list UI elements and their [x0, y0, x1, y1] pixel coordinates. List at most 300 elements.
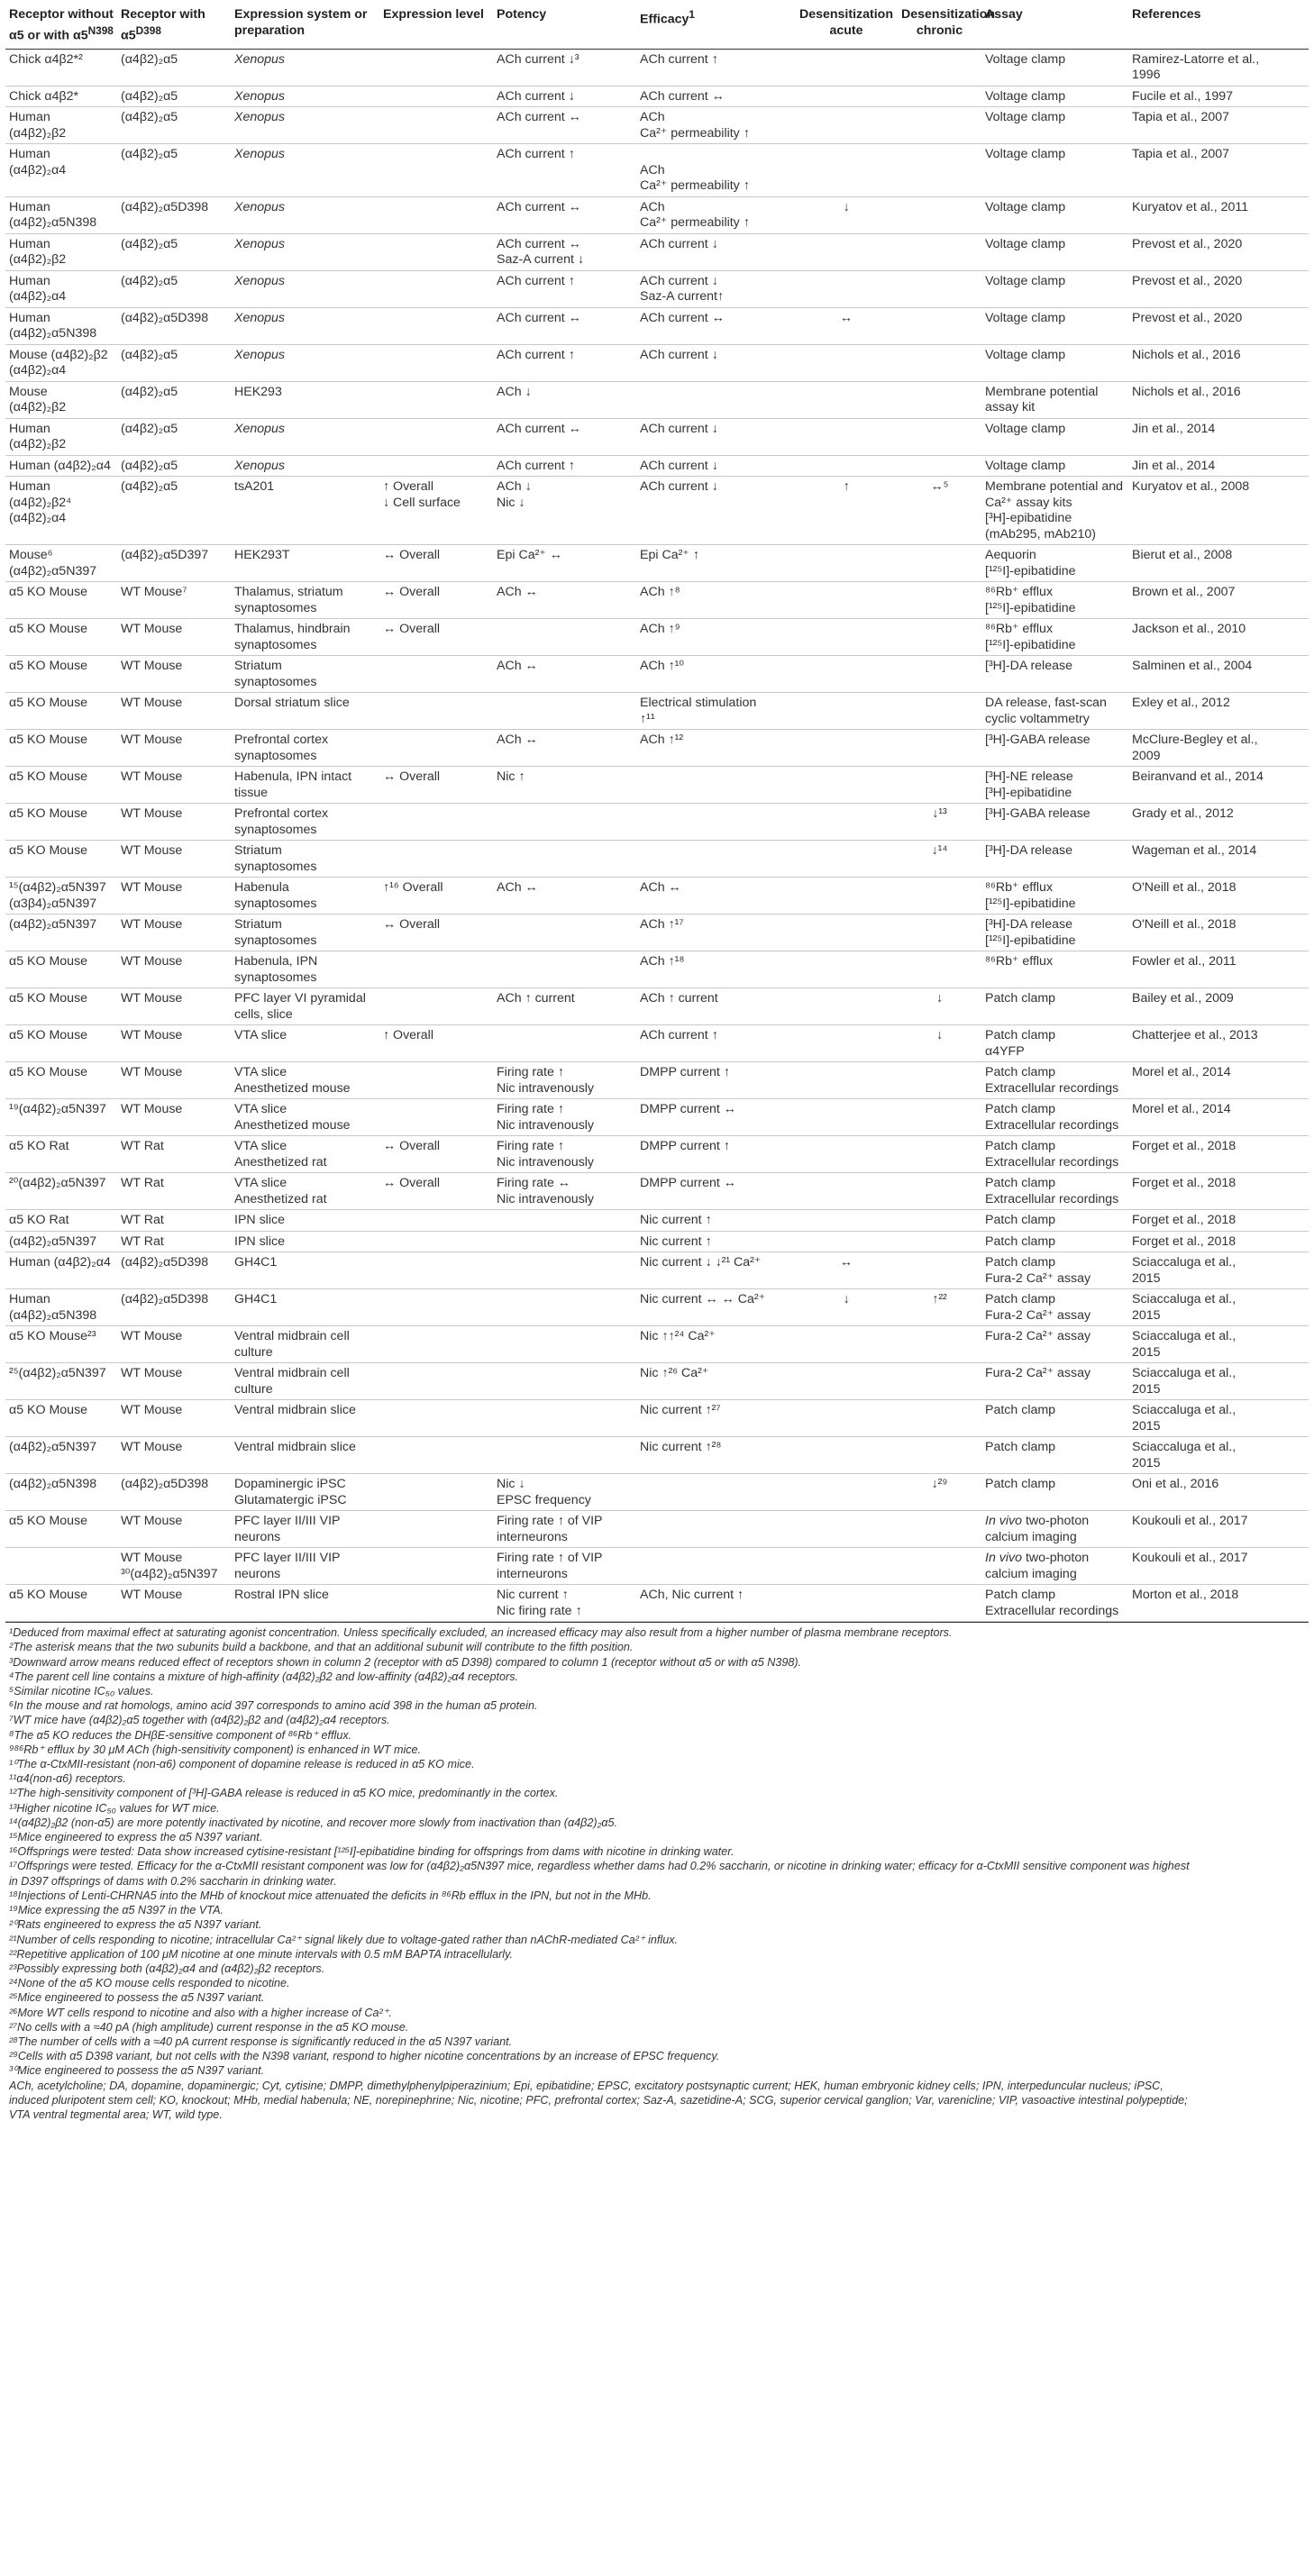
header-desens-chronic: Desensitization chronic	[898, 5, 981, 49]
table-row	[5, 270, 1309, 307]
efficacy-cell	[636, 1062, 795, 1099]
desens-chronic-cell	[898, 381, 981, 418]
expression-system-cell	[231, 841, 379, 878]
receptor-without-a5-text: (α4β2)₂α5N398	[9, 215, 97, 231]
desens-acute-cell	[795, 582, 898, 619]
receptor-without-a5-text: (α4β2)₂α5N397	[9, 563, 97, 578]
desens-acute-cell	[795, 1474, 898, 1511]
efficacy-text: ACh current ↓	[640, 347, 718, 362]
potency-cell	[493, 1474, 636, 1511]
expression-system-cell	[231, 233, 379, 270]
receptor-with-a5-cell	[117, 951, 231, 988]
receptor-without-a5-text: (α4β2)₂α5N397	[9, 1233, 97, 1249]
receptor-without-a5-cell	[5, 477, 117, 545]
potency-text: ACh current ↔	[497, 310, 581, 325]
footnote: ²¹Number of cells responding to nicotine; intracellular Ca²⁺ signal likely due to voltage-gated rather than nAChR-mediated Ca²⁺ influx.	[9, 1933, 678, 1946]
expression-level-cell	[379, 582, 493, 619]
expression-level-cell	[379, 144, 493, 197]
receptor-without-a5-cell	[5, 1326, 117, 1363]
expression-level-text: ↑¹⁶ Overall	[383, 880, 443, 896]
receptor-without-a5-cell	[5, 915, 117, 951]
receptor-with-a5-cell	[117, 1585, 231, 1622]
table-container	[5, 5, 1309, 2122]
expression-level-cell	[379, 1363, 493, 1400]
desens-acute-cell	[795, 693, 898, 730]
expression-system-cell	[231, 1062, 379, 1099]
efficacy-text: Ca²⁺ permeability ↑	[640, 215, 750, 231]
receptor-without-a5-text: α5 KO Rat	[9, 1213, 69, 1228]
potency-cell	[493, 1136, 636, 1173]
desens-chronic-text: ↓¹⁴	[931, 843, 948, 859]
expression-level-cell	[379, 545, 493, 582]
receptor-without-a5-cell	[5, 1363, 117, 1400]
desens-chronic-text: ↓	[935, 1028, 944, 1043]
assay-text: Extracellular recordings	[985, 1117, 1119, 1133]
potency-cell	[493, 1511, 636, 1548]
receptor-without-a5-text: (α4β2)₂α4	[9, 162, 67, 177]
receptor-with-a5-text: (α4β2)₂α5	[121, 421, 178, 436]
table-row	[5, 196, 1309, 233]
desens-chronic-cell	[898, 1062, 981, 1099]
potency-text: Nic current ↑	[497, 1588, 569, 1603]
header-references: References	[1128, 5, 1309, 49]
footnotes	[5, 1622, 1309, 2122]
table-row	[5, 841, 1309, 878]
reference-text: Koukouli et al., 2017	[1132, 1514, 1248, 1529]
expression-level-cell	[379, 841, 493, 878]
efficacy-text: ACh current ↔	[640, 88, 725, 104]
receptor-without-a5-cell	[5, 86, 117, 107]
expression-system-text: cells, slice	[234, 1006, 293, 1022]
assay-text: (mAb295, mAb210)	[985, 526, 1097, 542]
receptor-without-a5-cell	[5, 381, 117, 418]
reference-cell	[1128, 1252, 1309, 1289]
table-header-row	[5, 5, 1309, 49]
footnote: ¹⁸Injections of Lenti-CHRNA5 into the MHb of knockout mice attenuated the deficits in ⁸⁶Rb efflux in the IPN, but not in the MHb.	[9, 1889, 652, 1902]
expression-system-text: VTA slice	[234, 1139, 287, 1154]
assay-text: Voltage clamp	[985, 51, 1066, 67]
assay-text: Voltage clamp	[985, 421, 1066, 436]
receptor-with-a5-cell	[117, 233, 231, 270]
assay-cell	[981, 307, 1128, 344]
assay-cell	[981, 582, 1128, 619]
footnote: ¹²The high-sensitivity component of [³H]-GABA release is reduced in α5 KO mice, predominantly in the cortex.	[9, 1787, 559, 1800]
desens-chronic-cell	[898, 730, 981, 767]
receptor-with-a5-cell	[117, 656, 231, 693]
potency-text: Nic ↓	[497, 495, 525, 510]
efficacy-cell	[636, 582, 795, 619]
expression-level-text: ↔ Overall	[383, 548, 441, 563]
receptor-without-a5-cell	[5, 1210, 117, 1232]
assay-text: Aequorin	[985, 548, 1036, 563]
reference-text: Grady et al., 2012	[1132, 806, 1234, 822]
receptor-with-a5-text: (α4β2)₂α5	[121, 347, 178, 362]
expression-level-cell	[379, 1173, 493, 1210]
assay-cell	[981, 951, 1128, 988]
reference-text: Jackson et al., 2010	[1132, 622, 1246, 637]
expression-system-text: Thalamus, hindbrain	[234, 622, 351, 637]
receptor-with-a5-text: WT Mouse	[121, 696, 183, 711]
receptor-with-a5-cell	[117, 107, 231, 144]
assay-cell	[981, 915, 1128, 951]
receptor-without-a5-text: (α4β2)₂β2	[9, 437, 67, 452]
assay-text: Extracellular recordings	[985, 1080, 1119, 1096]
expression-system-text: PFC layer II/III VIP	[234, 1551, 341, 1566]
desens-chronic-cell	[898, 767, 981, 804]
assay-cell	[981, 1363, 1128, 1400]
assay-cell	[981, 233, 1128, 270]
desens-acute-cell	[795, 915, 898, 951]
expression-level-cell	[379, 107, 493, 144]
assay-text: Fura-2 Ca²⁺ assay	[985, 1307, 1091, 1323]
expression-system-cell	[231, 1548, 379, 1585]
receptor-with-a5-cell	[117, 915, 231, 951]
reference-cell	[1128, 951, 1309, 988]
reference-text: 2009	[1132, 748, 1161, 763]
potency-cell	[493, 730, 636, 767]
desens-chronic-cell	[898, 988, 981, 1025]
assay-cell	[981, 381, 1128, 418]
assay-text: Voltage clamp	[985, 199, 1066, 214]
assay-text: Voltage clamp	[985, 273, 1066, 288]
potency-cell	[493, 1400, 636, 1437]
desens-chronic-cell	[898, 1511, 981, 1548]
receptor-without-a5-cell	[5, 107, 117, 144]
expression-system-text: IPN slice	[234, 1213, 285, 1228]
potency-text: Nic firing rate ↑	[497, 1603, 582, 1618]
reference-cell	[1128, 1511, 1309, 1548]
expression-system-text: VTA slice	[234, 1176, 287, 1191]
assay-text: Fura-2 Ca²⁺ assay	[985, 1366, 1091, 1381]
expression-system-cell	[231, 344, 379, 381]
efficacy-cell	[636, 86, 795, 107]
efficacy-cell	[636, 107, 795, 144]
potency-cell	[493, 1231, 636, 1252]
table-row	[5, 619, 1309, 656]
reference-text: Prevost et al., 2020	[1132, 273, 1243, 288]
reference-cell	[1128, 582, 1309, 619]
efficacy-cell	[636, 1511, 795, 1548]
receptor-without-a5-text: α5 KO Mouse	[9, 991, 88, 1006]
expression-system-cell	[231, 582, 379, 619]
desens-acute-cell	[795, 619, 898, 656]
efficacy-text: Nic current ↑²⁸	[640, 1440, 722, 1455]
reference-text: 2015	[1132, 1455, 1161, 1470]
assay-cell	[981, 1437, 1128, 1474]
potency-text: Nic intravenously	[497, 1154, 595, 1170]
potency-text: Epi Ca²⁺ ↔	[497, 548, 562, 563]
efficacy-text: DMPP current ↑	[640, 1139, 730, 1154]
expression-level-cell	[379, 804, 493, 841]
potency-cell	[493, 545, 636, 582]
efficacy-cell	[636, 693, 795, 730]
expression-system-text: neurons	[234, 1566, 281, 1581]
footnote: ¹⁴(α4β2)₂β2 (non-α5) are more potently inactivated by nicotine, and recover more slowly from inactivation than (α4β2)₂α5.	[9, 1816, 618, 1829]
footnote: ²⁵Mice engineered to possess the α5 N397 variant.	[9, 1991, 265, 2005]
efficacy-cell	[636, 545, 795, 582]
expression-system-text: Xenopus	[234, 273, 286, 288]
potency-text: ACh current ↔	[497, 199, 581, 214]
assay-text: [¹²⁵I]-epibatidine	[985, 637, 1076, 652]
table-row	[5, 1363, 1309, 1400]
assay-cell	[981, 344, 1128, 381]
expression-level-cell	[379, 307, 493, 344]
potency-cell	[493, 344, 636, 381]
receptor-without-a5-cell	[5, 619, 117, 656]
receptor-with-a5-text: WT Mouse	[121, 1514, 183, 1529]
receptor-with-a5-text: WT Mouse⁷	[121, 585, 187, 600]
potency-text: Firing rate ↑ of VIP	[497, 1514, 603, 1529]
receptor-without-a5-text: α5 KO Mouse	[9, 1514, 88, 1529]
footnote: ²⁴None of the α5 KO mouse cells responded to nicotine.	[9, 1977, 290, 1990]
assay-cell	[981, 1548, 1128, 1585]
reference-text: Nichols et al., 2016	[1132, 384, 1241, 399]
reference-text: Tapia et al., 2007	[1132, 147, 1230, 162]
receptor-without-a5-text: α5 KO Mouse	[9, 585, 88, 600]
expression-level-cell	[379, 1511, 493, 1548]
expression-system-text: Striatum	[234, 659, 282, 674]
receptor-with-a5-text: (α4β2)₂α5	[121, 384, 178, 399]
footnote: ¹³Higher nicotine IC₅₀ values for WT mice.	[9, 1801, 220, 1815]
efficacy-cell	[636, 1363, 795, 1400]
desens-chronic-cell	[898, 619, 981, 656]
expression-system-text: synaptosomes	[234, 674, 317, 689]
expression-system-text: Xenopus	[234, 51, 286, 67]
reference-cell	[1128, 1173, 1309, 1210]
receptor-without-a5-cell	[5, 1511, 117, 1548]
expression-level-text: ↔ Overall	[383, 769, 441, 785]
expression-level-cell	[379, 693, 493, 730]
receptor-without-a5-cell	[5, 1173, 117, 1210]
receptor-with-a5-cell	[117, 619, 231, 656]
reference-text: Koukouli et al., 2017	[1132, 1551, 1248, 1566]
receptor-without-a5-text: Human (α4β2)₂α4	[9, 1255, 111, 1270]
efficacy-cell	[636, 144, 795, 197]
desens-chronic-cell	[898, 1400, 981, 1437]
receptor-without-a5-text: α5 KO Mouse	[9, 1065, 88, 1080]
desens-chronic-cell	[898, 878, 981, 915]
assay-text: [¹²⁵I]-epibatidine	[985, 600, 1076, 615]
assay-text: cyclic voltammetry	[985, 711, 1090, 726]
receptor-with-a5-text: (α4β2)₂α5	[121, 458, 178, 473]
reference-text: 2015	[1132, 1418, 1161, 1434]
potency-text: Nic intravenously	[497, 1080, 595, 1096]
receptor-without-a5-cell	[5, 344, 117, 381]
assay-text: Patch clamp	[985, 1213, 1056, 1228]
expression-system-text: synaptosomes	[234, 969, 317, 985]
potency-cell	[493, 1326, 636, 1363]
reference-text: Forget et al., 2018	[1132, 1213, 1236, 1228]
desens-chronic-cell	[898, 1548, 981, 1585]
efficacy-text: ↑¹¹	[640, 711, 655, 726]
assay-text: Fura-2 Ca²⁺ assay	[985, 1270, 1091, 1286]
receptor-with-a5-cell	[117, 1136, 231, 1173]
efficacy-cell	[636, 804, 795, 841]
receptor-without-a5-cell	[5, 841, 117, 878]
efficacy-cell	[636, 878, 795, 915]
receptor-without-a5-cell	[5, 582, 117, 619]
desens-acute-cell	[795, 1400, 898, 1437]
desens-chronic-cell	[898, 1136, 981, 1173]
efficacy-cell	[636, 767, 795, 804]
reference-text: Nichols et al., 2016	[1132, 347, 1241, 362]
reference-text: Prevost et al., 2020	[1132, 236, 1243, 251]
assay-cell	[981, 86, 1128, 107]
efficacy-cell	[636, 418, 795, 455]
receptor-without-a5-cell	[5, 1400, 117, 1437]
table-row	[5, 545, 1309, 582]
expression-system-text: Xenopus	[234, 147, 286, 162]
receptor-with-a5-cell	[117, 144, 231, 197]
receptor-without-a5-text: α5 KO Rat	[9, 1139, 69, 1154]
header-efficacy: Efficacy$^1$	[636, 5, 795, 49]
potency-cell	[493, 619, 636, 656]
footnote: ¹Deduced from maximal effect at saturating agonist concentration. Unless specifically excluded, an increased efficacy may also result from a higher number of plasma membrane receptors.	[9, 1626, 953, 1640]
efficacy-cell	[636, 233, 795, 270]
expression-system-cell	[231, 86, 379, 107]
receptor-without-a5-cell	[5, 49, 117, 86]
assay-text: Voltage clamp	[985, 458, 1066, 473]
expression-system-text: Prefrontal cortex	[234, 733, 329, 748]
expression-system-text: synaptosomes	[234, 896, 317, 911]
potency-text: Nic ↑	[497, 769, 525, 785]
efficacy-text: ACh current ↓	[640, 458, 718, 473]
receptor-without-a5-text: α5 KO Mouse	[9, 1588, 88, 1603]
receptor-with-a5-cell	[117, 730, 231, 767]
desens-acute-cell	[795, 1173, 898, 1210]
potency-text: ACh current ↑	[497, 273, 575, 288]
expression-system-text: synaptosomes	[234, 748, 317, 763]
receptor-without-a5-text: α5 KO Mouse	[9, 1028, 88, 1043]
receptor-with-a5-cell	[117, 1400, 231, 1437]
expression-system-cell	[231, 1400, 379, 1437]
desens-chronic-cell	[898, 951, 981, 988]
assay-text: DA release, fast-scan	[985, 696, 1107, 711]
receptor-with-a5-cell	[117, 381, 231, 418]
potency-text: Firing rate ↔	[497, 1176, 570, 1191]
desens-chronic-text: ↓²⁹	[931, 1477, 948, 1492]
expression-system-text: Anesthetized mouse	[234, 1117, 351, 1133]
table-row	[5, 307, 1309, 344]
reference-cell	[1128, 1474, 1309, 1511]
expression-system-cell	[231, 1585, 379, 1622]
reference-text: Prevost et al., 2020	[1132, 310, 1243, 325]
expression-system-cell	[231, 1173, 379, 1210]
expression-system-text: Xenopus	[234, 347, 286, 362]
expression-system-cell	[231, 951, 379, 988]
desens-chronic-cell	[898, 1210, 981, 1232]
desens-acute-cell	[795, 1025, 898, 1062]
expression-level-cell	[379, 1548, 493, 1585]
reference-text: O'Neill et al., 2018	[1132, 917, 1236, 933]
reference-text: Exley et al., 2012	[1132, 696, 1230, 711]
reference-text: 2015	[1132, 1307, 1161, 1323]
desens-acute-cell	[795, 1363, 898, 1400]
desens-acute-cell	[795, 767, 898, 804]
efficacy-cell	[636, 1474, 795, 1511]
assay-text: [³H]-DA release	[985, 843, 1072, 859]
reference-text: Morton et al., 2018	[1132, 1588, 1239, 1603]
desens-chronic-cell	[898, 1585, 981, 1622]
assay-text: [³H]-epibatidine	[985, 511, 1072, 526]
receptor-with-a5-cell	[117, 307, 231, 344]
receptor-with-a5-cell	[117, 804, 231, 841]
potency-text: ACh current ↔	[497, 421, 581, 436]
table-row	[5, 730, 1309, 767]
expression-level-cell	[379, 270, 493, 307]
potency-cell	[493, 455, 636, 477]
assay-cell	[981, 418, 1128, 455]
expression-system-cell	[231, 1437, 379, 1474]
reference-cell	[1128, 767, 1309, 804]
potency-text: ACh ↔	[497, 585, 538, 600]
receptor-without-a5-cell	[5, 1548, 117, 1585]
potency-cell	[493, 1363, 636, 1400]
assay-cell	[981, 545, 1128, 582]
receptor-without-a5-text: Human	[9, 310, 50, 325]
desens-acute-cell	[795, 477, 898, 545]
receptor-without-a5-text: Human	[9, 1292, 50, 1307]
efficacy-cell	[636, 730, 795, 767]
expression-system-text: Striatum	[234, 843, 282, 859]
efficacy-text: Electrical stimulation	[640, 696, 757, 711]
reference-text: Ramirez-Latorre et al.,	[1132, 51, 1260, 67]
assay-cell	[981, 730, 1128, 767]
efficacy-cell	[636, 1252, 795, 1289]
desens-acute-cell	[795, 455, 898, 477]
efficacy-text: ACh, Nic current ↑	[640, 1588, 744, 1603]
table-row	[5, 951, 1309, 988]
expression-system-text: synaptosomes	[234, 859, 317, 874]
footnote: ³Downward arrow means reduced effect of receptors shown in column 2 (receptor with α5 D398) compared to column 1 (receptor without α5 or with α5 N398).	[9, 1655, 802, 1669]
potency-text: Firing rate ↑	[497, 1102, 564, 1117]
desens-acute-cell	[795, 878, 898, 915]
receptor-with-a5-text: (α4β2)₂α5D398	[121, 199, 209, 214]
expression-system-text: VTA slice	[234, 1065, 287, 1080]
receptor-with-a5-text: (α4β2)₂α5	[121, 479, 178, 495]
potency-cell	[493, 381, 636, 418]
efficacy-cell	[636, 1400, 795, 1437]
efficacy-text: ACh ↑¹⁰	[640, 659, 685, 674]
receptor-with-a5-text: WT Mouse	[121, 1440, 183, 1455]
expression-system-text: PFC layer VI pyramidal	[234, 991, 366, 1006]
potency-cell	[493, 656, 636, 693]
desens-chronic-cell	[898, 1363, 981, 1400]
potency-cell	[493, 307, 636, 344]
reference-cell	[1128, 804, 1309, 841]
expression-level-cell	[379, 1400, 493, 1437]
efficacy-text: ACh ↑¹²	[640, 733, 684, 748]
receptor-without-a5-text: ²⁰(α4β2)₂α5N397	[9, 1176, 106, 1191]
reference-text: Fowler et al., 2011	[1132, 954, 1236, 969]
reference-text: Morel et al., 2014	[1132, 1102, 1231, 1117]
assay-cell	[981, 1062, 1128, 1099]
reference-cell	[1128, 144, 1309, 197]
receptor-without-a5-text: (α4β2)₂α5N397	[9, 917, 97, 933]
efficacy-cell	[636, 196, 795, 233]
table-row	[5, 1400, 1309, 1437]
receptor-without-a5-cell	[5, 1252, 117, 1289]
receptor-with-a5-cell	[117, 693, 231, 730]
receptor-with-a5-text: WT Mouse	[121, 1588, 183, 1603]
expression-system-cell	[231, 804, 379, 841]
assay-cell	[981, 1474, 1128, 1511]
table-row	[5, 693, 1309, 730]
footnote: ⁹⁸⁶Rb⁺ efflux by 30 μM ACh (high-sensitivity component) is enhanced in WT mice.	[9, 1743, 422, 1756]
reference-cell	[1128, 196, 1309, 233]
assay-text: [³H]-GABA release	[985, 733, 1090, 748]
footnote: ACh, acetylcholine; DA, dopamine, dopaminergic; Cyt, cytisine; DMPP, dimethylphenylpiperazinium; Epi, epibatidine; EPSC, excitatory postsynaptic current; HEK, human embryonic kidney cells; IPN, interpeduncular nucleus; iPSC,	[9, 2079, 1163, 2092]
